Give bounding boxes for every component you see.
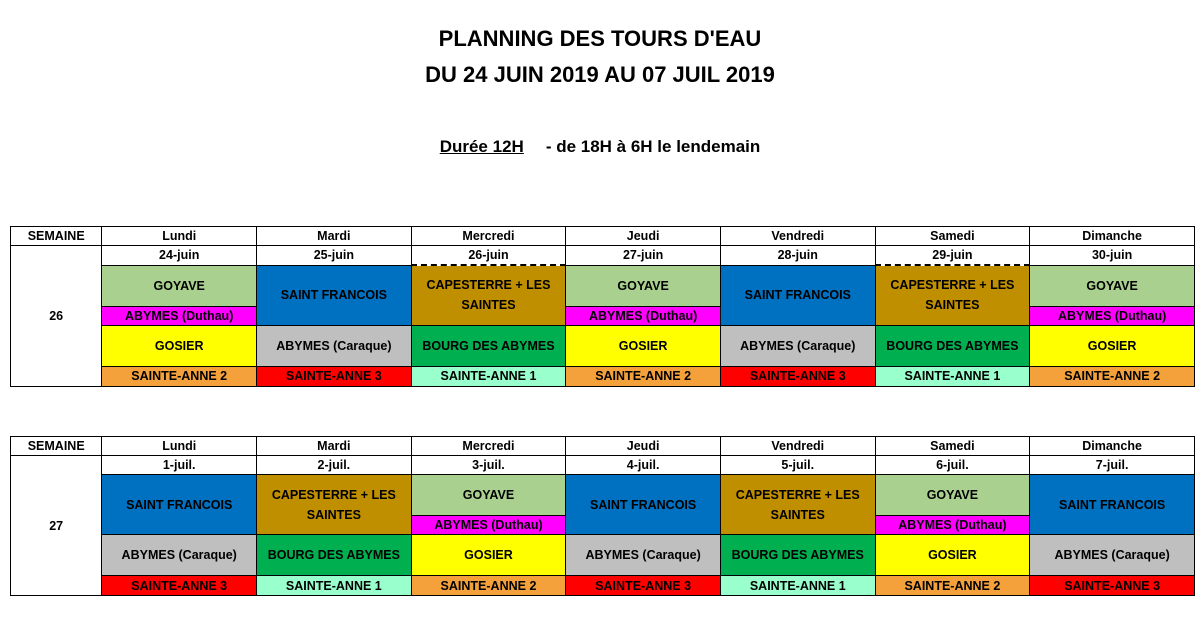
date-cell: 25-juin — [257, 246, 412, 266]
slot-gosier: GOSIER — [1030, 325, 1195, 366]
slot-abymes-duthau: ABYMES (Duthau) — [102, 306, 257, 325]
day-header: Dimanche — [1030, 437, 1195, 456]
slot-sainte-anne-3: SAINTE-ANNE 3 — [566, 576, 721, 596]
slot-capesterre-line2: SAINTES — [306, 507, 361, 522]
date-cell: 4-juil. — [566, 456, 721, 475]
day-header: Dimanche — [1030, 227, 1195, 246]
slot-capesterre-line1: CAPESTERRE + LES — [890, 278, 1015, 293]
slot-capesterre-line1: CAPESTERRE + LES — [271, 487, 396, 502]
date-cell: 6-juil. — [875, 456, 1030, 475]
slot-bourg-des-abymes: BOURG DES ABYMES — [411, 325, 566, 366]
date-cell: 29-juin — [875, 246, 1030, 266]
slot-gosier: GOSIER — [875, 535, 1030, 576]
slot-capesterre — [257, 475, 412, 535]
slot-abymes-caraque: ABYMES (Caraque) — [566, 535, 721, 576]
day-header: Samedi — [875, 437, 1030, 456]
slot-sainte-anne-2: SAINTE-ANNE 2 — [1030, 366, 1195, 386]
slot-bourg-des-abymes: BOURG DES ABYMES — [875, 325, 1030, 366]
day-header: Lundi — [102, 227, 257, 246]
slot-sainte-anne-2: SAINTE-ANNE 2 — [875, 576, 1030, 596]
day-header: Lundi — [102, 437, 257, 456]
slot-saint-francois: SAINT FRANCOIS — [1030, 475, 1195, 535]
slot-abymes-caraque: ABYMES (Caraque) — [257, 325, 412, 366]
slot-abymes-caraque: ABYMES (Caraque) — [1030, 535, 1195, 576]
slot-sainte-anne-3: SAINTE-ANNE 3 — [102, 576, 257, 596]
slot-goyave: GOYAVE — [1030, 265, 1195, 306]
slot-saint-francois: SAINT FRANCOIS — [102, 475, 257, 535]
day-header: Mercredi — [411, 437, 566, 456]
date-cell: 3-juil. — [411, 456, 566, 475]
day-header: Vendredi — [720, 227, 875, 246]
day-header: Mercredi — [411, 227, 566, 246]
slot-capesterre-line2: SAINTES — [770, 507, 825, 522]
slot-sainte-anne-1: SAINTE-ANNE 1 — [720, 576, 875, 596]
day-header: Samedi — [875, 227, 1030, 246]
slot-sainte-anne-2: SAINTE-ANNE 2 — [566, 366, 721, 386]
date-cell: 5-juil. — [720, 456, 875, 475]
schedule-table-week-27 — [10, 436, 1195, 596]
page-subtitle-dates: DU 24 JUIN 2019 AU 07 JUIL 2019 — [425, 62, 775, 87]
semaine-header: SEMAINE — [11, 437, 102, 456]
slot-goyave: GOYAVE — [566, 265, 721, 306]
slot-gosier: GOSIER — [411, 535, 566, 576]
slot-capesterre-line1: CAPESTERRE + LES — [735, 487, 860, 502]
duration-note — [0, 137, 1200, 157]
semaine-header: SEMAINE — [11, 227, 102, 246]
slot-abymes-duthau: ABYMES (Duthau) — [566, 306, 721, 325]
date-cell: 26-juin — [411, 246, 566, 266]
slot-sainte-anne-1: SAINTE-ANNE 1 — [257, 576, 412, 596]
duration-detail: - de 18H à 6H le lendemain — [545, 137, 761, 156]
slot-capesterre-line1: CAPESTERRE + LES — [426, 278, 551, 293]
slot-gosier: GOSIER — [102, 325, 257, 366]
date-cell: 30-juin — [1030, 246, 1195, 266]
slot-capesterre — [411, 265, 566, 325]
slot-goyave: GOYAVE — [411, 475, 566, 516]
page-title: PLANNING DES TOURS D'EAU — [438, 26, 762, 51]
slot-capesterre — [875, 265, 1030, 325]
slot-sainte-anne-3: SAINTE-ANNE 3 — [1030, 576, 1195, 596]
duration-label: Durée 12H — [439, 137, 524, 156]
date-cell: 1-juil. — [102, 456, 257, 475]
day-header: Jeudi — [566, 227, 721, 246]
slot-abymes-duthau: ABYMES (Duthau) — [411, 516, 566, 535]
slot-saint-francois: SAINT FRANCOIS — [257, 265, 412, 325]
slot-saint-francois: SAINT FRANCOIS — [720, 265, 875, 325]
slot-sainte-anne-2: SAINTE-ANNE 2 — [411, 576, 566, 596]
slot-sainte-anne-2: SAINTE-ANNE 2 — [102, 366, 257, 386]
day-header: Mardi — [257, 437, 412, 456]
slot-abymes-duthau: ABYMES (Duthau) — [875, 516, 1030, 535]
slot-abymes-duthau: ABYMES (Duthau) — [1030, 306, 1195, 325]
date-cell: 7-juil. — [1030, 456, 1195, 475]
slot-bourg-des-abymes: BOURG DES ABYMES — [720, 535, 875, 576]
date-cell: 27-juin — [566, 246, 721, 266]
date-cell: 28-juin — [720, 246, 875, 266]
date-cell: 24-juin — [102, 246, 257, 266]
slot-capesterre — [720, 475, 875, 535]
slot-sainte-anne-1: SAINTE-ANNE 1 — [411, 366, 566, 386]
schedule-table-week-26 — [10, 226, 1195, 387]
slot-goyave: GOYAVE — [875, 475, 1030, 516]
date-cell: 2-juil. — [257, 456, 412, 475]
slot-abymes-caraque: ABYMES (Caraque) — [720, 325, 875, 366]
week-number: 27 — [11, 456, 102, 596]
slot-bourg-des-abymes: BOURG DES ABYMES — [257, 535, 412, 576]
slot-sainte-anne-3: SAINTE-ANNE 3 — [257, 366, 412, 386]
day-header: Jeudi — [566, 437, 721, 456]
slot-gosier: GOSIER — [566, 325, 721, 366]
slot-capesterre-line2: SAINTES — [925, 298, 980, 313]
slot-goyave: GOYAVE — [102, 265, 257, 306]
slot-sainte-anne-1: SAINTE-ANNE 1 — [875, 366, 1030, 386]
slot-saint-francois: SAINT FRANCOIS — [566, 475, 721, 535]
day-header: Vendredi — [720, 437, 875, 456]
slot-capesterre-line2: SAINTES — [461, 298, 516, 313]
day-header: Mardi — [257, 227, 412, 246]
week-number: 26 — [11, 246, 102, 387]
slot-sainte-anne-3: SAINTE-ANNE 3 — [720, 366, 875, 386]
slot-abymes-caraque: ABYMES (Caraque) — [102, 535, 257, 576]
